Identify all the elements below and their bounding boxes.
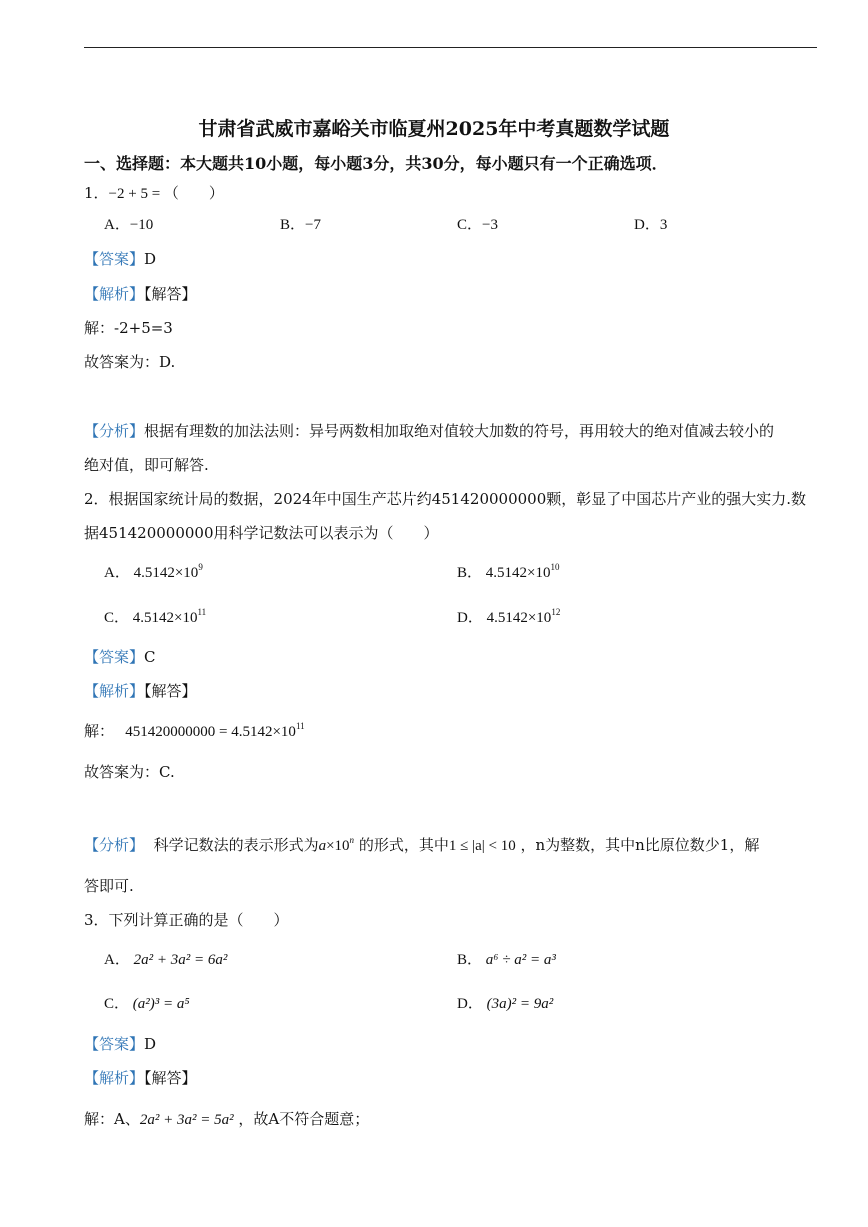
answer-tag: 【答案】 (84, 250, 145, 268)
q2-commentary-cont: 答即可. (84, 877, 134, 895)
q3-work-math: 2a² + 3a² = 5a² (139, 1112, 234, 1128)
q2-option-b[interactable]: B． $4.5142\times 10^{10}$ (457, 562, 560, 581)
q1-option-d[interactable]: D．3 (634, 217, 668, 233)
q1-option-a[interactable]: A．−10 (104, 217, 154, 233)
q1-option-c[interactable]: C．−3 (457, 217, 498, 233)
question-1-stem (84, 183, 224, 204)
q1-conclusion: 故答案为：D. (84, 353, 176, 371)
q1-answer: 【答案】D (84, 250, 157, 268)
question-3-stem: 3．下列计算正确的是（ ） (84, 911, 289, 929)
q3-option-d[interactable]: D． (3a)² = 9a² (457, 996, 554, 1012)
q2-option-d[interactable]: D． $4.5142\times 10^{12}$ (457, 607, 561, 626)
question-number: 1． (84, 184, 109, 202)
sci-notation-formula: $a\times 10^n$ (318, 835, 355, 854)
q2-answer: 【答案】C (84, 648, 156, 666)
question-2-stem-cont: 据451420000000用科学记数法可以表示为（ ） (84, 524, 439, 542)
q3-option-c[interactable]: C． (a²)³ = a⁵ (104, 996, 190, 1012)
q3-analysis-header: 【解析】【解答】 (84, 1069, 197, 1087)
commentary-tag: 【分析】 (84, 422, 145, 440)
header-rule (84, 47, 817, 48)
q1-commentary: 【分析】根据有理数的加法法则：异号两数相加取绝对值较大加数的符号，再用较大的绝对值减去较小的 (84, 422, 775, 440)
q2-commentary: 【分析】 科学记数法的表示形式为$a\times 10^n$ 的形式，其中1 ≤ |a| < 10 ，n为整数，其中n比原位数少1，解 (84, 835, 760, 854)
q3-option-a[interactable]: A． 2a² + 3a² = 6a² (104, 952, 228, 968)
q1-work: 解：-2+5=3 (84, 319, 173, 337)
q2-conclusion: 故答案为：C. (84, 763, 175, 781)
section-heading: 一、选择题：本大题共10小题，每小题3分，共30分，每小题只有一个正确选项． (84, 154, 668, 173)
q2-option-c[interactable]: C． $4.5142\times 10^{11}$ (104, 607, 207, 626)
q3-option-b[interactable]: B． a⁶ ÷ a² = a³ (457, 952, 556, 968)
analysis-tag: 【解析】 (84, 285, 145, 303)
q1-commentary-cont: 绝对值，即可解答. (84, 456, 209, 474)
q3-work: 解：A、2a² + 3a² = 5a² ，故A不符合题意； (84, 1110, 370, 1128)
q3-answer: 【答案】D (84, 1035, 157, 1053)
page-title: 甘肃省武威市嘉峪关市临夏州2025年中考真题数学试题 (198, 118, 670, 140)
question-2-stem: 2．根据国家统计局的数据，2024年中国生产芯片约451420000000颗，彰显了中国芯片产业的强大实力.数 (84, 490, 807, 508)
q1-analysis-header: 【解析】【解答】 (84, 285, 197, 303)
q2-work: 解： $451420000000 = 4.5142\times 10^{11}$ (84, 721, 305, 740)
abs-range: 1 ≤ |a| < 10 (448, 838, 516, 854)
q1-option-b[interactable]: B．−7 (280, 217, 321, 233)
question-text: −2 + 5 = （ ） (108, 186, 224, 202)
q2-analysis-header: 【解析】【解答】 (84, 682, 197, 700)
q2-option-a[interactable]: A． $4.5142\times 10^9$ (104, 562, 203, 581)
